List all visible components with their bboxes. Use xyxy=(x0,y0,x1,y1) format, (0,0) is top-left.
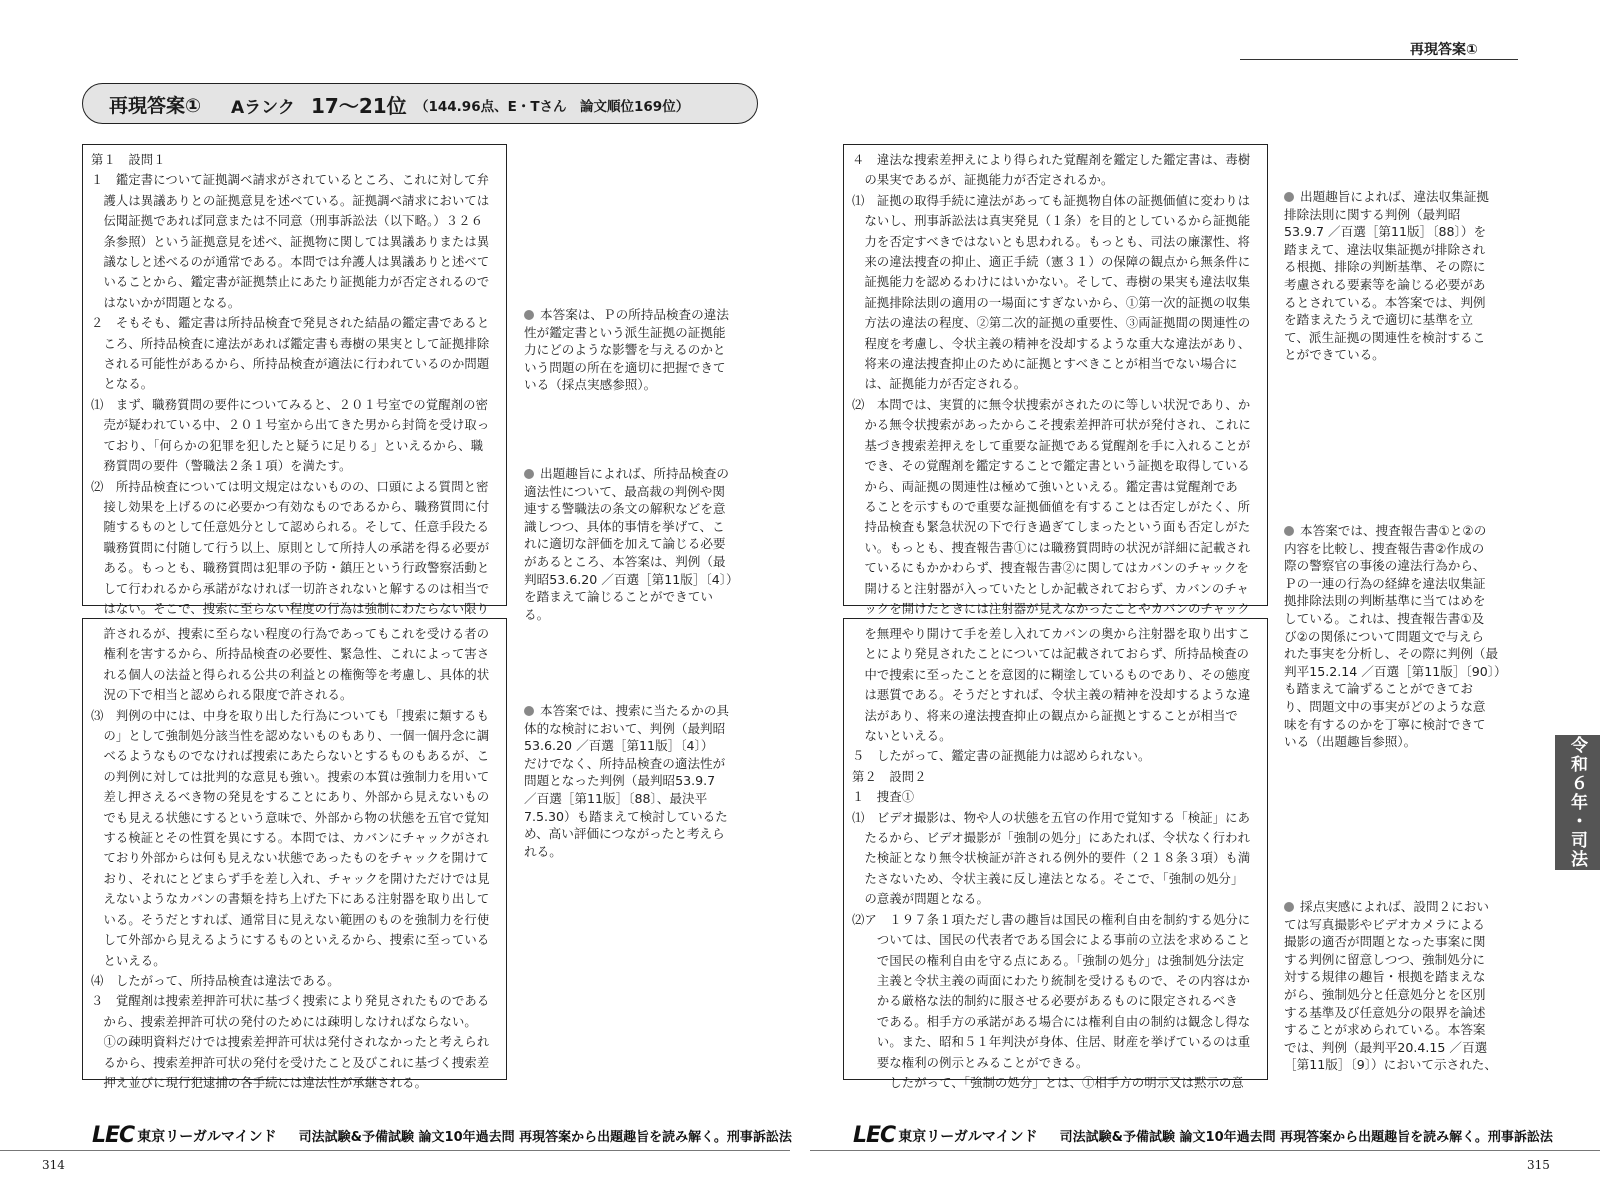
page-number-right: 315 xyxy=(1527,1158,1550,1172)
note-line: 7.5.30）も踏まえて検討しているた xyxy=(524,808,728,824)
answer-line: ①の疎明資料だけでは捜索差押許可状は発付されなかったと考えられ xyxy=(91,1035,490,1050)
note-first-line xyxy=(1284,522,1524,540)
answer-line: の」として強制処分該当性を認めないものもあり、一個一個丹念に調 xyxy=(91,729,490,744)
org-name: 東京リーガルマインド xyxy=(137,1128,277,1145)
answer-line: えないようなカバンの書類を持ち上げた下にある注射器を取り出して xyxy=(91,892,490,907)
note-line: 排除法則に関する判例（最判昭 xyxy=(1284,206,1461,222)
answer-line: 来の違法捜査の抑止、適正手続（憲３１）の保障の観点から無条件に xyxy=(852,255,1251,270)
answer-line: ており、「何らかの犯罪を犯したと疑うに足りる」といえるから、職 xyxy=(91,438,484,453)
note-line: 識しつつ、具体的事情を挙げて、こ xyxy=(524,518,725,534)
answer-line: でも見える状態にするという意味で、外部から物の状態を五官で覚知 xyxy=(91,810,490,825)
note-first-line xyxy=(524,702,764,720)
answer-line: かる無令状捜索があったからこそ捜索差押許可状が発付され、これに xyxy=(852,418,1251,433)
answer-line: ５ したがって、鑑定書の証拠能力は認められない。 xyxy=(852,749,1151,764)
answer-line: 売が疑われている中、２０１号室から出てきた男から封筒を受け取っ xyxy=(91,418,490,433)
answer-line: ないといえる。 xyxy=(852,729,952,744)
answer-line: 況の下で相当と認められる限度で許される。 xyxy=(91,688,353,703)
note-line: る根拠、排除の判断基準、その際に xyxy=(1284,259,1486,275)
answer-line: ⑶ 判例の中には、中身を取り出した行為についても「捜索に類するも xyxy=(91,708,490,723)
note-line: も踏まえて論ずることができてお xyxy=(1284,681,1473,697)
answer-line: は悪質である。そうだとすれば、令状主義の精神を没却するような違 xyxy=(852,688,1251,703)
answer-line: るから、捜索差押許可状の発付を受けたこと及びこれに基づく捜索差 xyxy=(91,1055,490,1070)
section-label: 再現答案① xyxy=(1410,42,1478,58)
note-line: 考慮される要素等を論じる必要があ xyxy=(1284,276,1486,292)
footer-left xyxy=(92,1123,792,1148)
answer-line: から、捜索差押許可状の発付のためには疎明しなければならない。 xyxy=(91,1014,477,1029)
bullet-icon xyxy=(1284,526,1294,536)
answer-line: いる。そうだとすれば、通常目に見えない範囲のものを強制力を行使 xyxy=(91,912,490,927)
answer-line: 務質問の要件（警職法２条１項）を満たす。 xyxy=(91,459,352,474)
note-line: いう問題の所在を適切に把握できて xyxy=(524,359,726,375)
footer-right xyxy=(853,1123,1553,1148)
note-line: 53.6.20 ／百選［第11版］〔4〕） xyxy=(524,738,714,754)
answer-line: 開けると注射器が入っていたとしか記載されておらず、カバンのチャ xyxy=(852,581,1249,596)
note-line: 本答案は、Ｐの所持品検査の違法 xyxy=(540,307,729,322)
answer-line: た検証となり無令状検証が許される例外的要件（２１８条３項）も満 xyxy=(852,851,1251,866)
note-line: Ｐの一連の行為の経緯を違法収集証 xyxy=(1284,575,1486,591)
note-line: 連する警職法の条文の解釈などを意 xyxy=(524,501,726,517)
score-detail: （144.96点、E・Tさん 論文順位169位） xyxy=(415,99,690,115)
answer-line: 中で捜索に至ったことを意図的に糊塗しているものであり、その態度 xyxy=(852,667,1251,682)
answer-line: ころ、所持品検査に違法があれば鑑定書も毒樹の果実として証拠排除 xyxy=(91,336,490,351)
answer-line: 要な権利の例示とみることができる。 xyxy=(852,1055,1089,1070)
answer-line: 接し効果を上げるのに必要かつ有効なものであるから、職務質問に付 xyxy=(91,499,490,514)
note-line: 内容を比較し、捜査報告書②作成の xyxy=(1284,540,1485,556)
comment-note xyxy=(1284,898,1524,1074)
answer-line: ⑴ 証拠の取得手続に違法があっても証拠物自体の証拠価値に変わりは xyxy=(852,193,1251,208)
answer-line: する検証とその性質を異にする。本問では、カバンにチャックがされ xyxy=(91,831,489,846)
chapter-side-tab: 令和６年・司法 xyxy=(1555,735,1600,870)
book-title: 司法試験&予備試験 論文10年過去問 再現答案から出題趣旨を読み解く。刑事訴訟法 xyxy=(298,1130,792,1145)
note-line: することが求められている。本答案 xyxy=(1284,1022,1486,1038)
note-first-line xyxy=(524,306,764,324)
note-line: ［第11版］〔9〕）において示された、 xyxy=(1284,1057,1497,1073)
answer-line: 第２ 設問２ xyxy=(852,769,927,784)
note-line: 拠排除法則の判断基準に当てはめを xyxy=(1284,593,1486,609)
note-line: する判例に留意しつつ、強制処分に xyxy=(1284,951,1485,967)
answer-line: ３ 覚醒剤は捜索差押許可状に基づく捜索により発見されたものである xyxy=(91,994,490,1009)
answer-line: 証拠能力を認めるわけにはいかない。そして、毒樹の果実も違法収集 xyxy=(852,275,1251,290)
answer-label: 再現答案① xyxy=(109,95,202,117)
answer-box-2 xyxy=(82,618,507,1090)
answer-line: 権利を害するから、所持品検査の必要性、緊急性、これによって害さ xyxy=(91,647,490,662)
answer-line: ⑴ まず、職務質問の要件についてみると、２０１号室での覚醒剤の密 xyxy=(91,397,489,412)
answer-line: ることを示すもので重要な証拠価値を有することは否定しがたく、所 xyxy=(852,499,1251,514)
note-line: 体的な検討において、判例（最判昭 xyxy=(524,720,726,736)
note-line: る。 xyxy=(524,606,550,622)
answer-line: される可能性があるから、所持品検査が適法に行われているのか問題 xyxy=(91,357,490,372)
page-number-left: 314 xyxy=(42,1158,65,1172)
answer-line: はないかが問題となる。 xyxy=(91,295,241,310)
lec-logo: LEC xyxy=(92,1123,135,1148)
answer-line: 方法の違法の程度、②第二次的証拠の重要性、③両証拠間の関連性の xyxy=(852,316,1251,331)
header-rule xyxy=(1240,59,1518,60)
bullet-icon xyxy=(524,706,534,716)
answer-line: ２ そもそも、鑑定書は所持品検査で発見された結晶の鑑定書であると xyxy=(91,316,490,331)
note-line: り、問題文中の事実がどのような意 xyxy=(1284,698,1486,714)
note-line: 採点実感によれば、設問２におい xyxy=(1300,899,1489,914)
answer-line: ⑵ア １９７条１項ただし書の趣旨は国民の権利自由を制約する処分に xyxy=(852,912,1251,927)
comment-note xyxy=(1284,188,1524,364)
bullet-icon xyxy=(1284,902,1294,912)
answer-line: ついては、国民の代表者である国会による事前の立法を求めること xyxy=(852,933,1251,948)
note-line: れた事実を分析し、その際に判例（最 xyxy=(1284,646,1499,662)
answer-line: １ 捜査① xyxy=(852,790,915,805)
note-line: 本答案では、捜索に当たるかの具 xyxy=(540,703,729,718)
answer-line: １ 鑑定書について証拠調べ請求がされているところ、これに対して弁 xyxy=(91,173,490,188)
bullet-icon xyxy=(524,469,534,479)
answer-line: から、両証拠の関連性は極めて強いといえる。鑑定書は覚醒剤であ xyxy=(852,479,1238,494)
org-name: 東京リーガルマインド xyxy=(898,1128,1038,1145)
note-line: 対する規律の趣旨・根拠を踏まえな xyxy=(1284,969,1486,985)
note-line: がら、強制処分と任意処分とを区別 xyxy=(1284,986,1486,1002)
answer-line: 第１ 設問１ xyxy=(91,153,166,167)
comment-note xyxy=(524,306,764,394)
note-line: を踏まえたうえで適切に基準を立 xyxy=(1284,312,1473,328)
note-line: だけでなく、所持品検査の適法性が xyxy=(524,755,726,771)
answer-line: べるようなものでなければ捜索にあたらないとするものもあるが、こ xyxy=(91,749,490,764)
answer-line: ているにもかかわらず、捜査報告書②に関してはカバンのチャックを xyxy=(852,561,1249,576)
note-line: 際の警察官の事後の違法行為から、 xyxy=(1284,558,1486,574)
note-line: 性が鑑定書という派生証拠の証拠能 xyxy=(524,324,726,340)
answer-line: 職務質問に付随して行う以上、原則として所持人の承諾を得る必要が xyxy=(91,540,490,555)
note-line: している。これは、捜査報告書①及 xyxy=(1284,610,1485,626)
answer-line: の果実であるが、証拠能力が否定されるか。 xyxy=(852,173,1114,188)
answer-line: である。相手方の承諾がある場合には権利自由の制約は観念し得な xyxy=(852,1014,1251,1029)
answer-line: 議なしと述べるのが通常である。本問では弁護人は異議ありと述べて xyxy=(91,255,490,270)
answer-line: の判例に対しては批判的な意見も強い。捜索の本質は強制力を用いて xyxy=(91,769,490,784)
answer-line: ており外部からは何も見えない状態であったものをチャックを開けて xyxy=(91,851,489,866)
note-line: ては写真撮影やビデオカメラによる xyxy=(1284,916,1485,932)
answer-line: 押え並びに現行犯逮捕の各手続には違法性が承継される。 xyxy=(91,1075,428,1090)
note-line: 撮影の適否が問題となった事案に関 xyxy=(1284,934,1486,950)
position-label: 17〜21位 xyxy=(311,94,407,118)
answer-line: とにより発見されたことについては記載されておらず、所持品検査の xyxy=(852,647,1250,662)
note-line: を踏まえて論じることができてい xyxy=(524,589,713,605)
comment-note xyxy=(524,702,764,860)
note-line: 味を有するのかを丁寧に検討できて xyxy=(1284,716,1486,732)
answer-title-banner xyxy=(82,83,758,124)
note-line: れる。 xyxy=(524,843,562,859)
note-line: 問題となった判例（最判昭53.9.7 xyxy=(524,773,716,789)
answer-line: を無理やり開けて手を差し入れてカバンの奥から注射器を取り出すこ xyxy=(852,627,1251,641)
note-first-line xyxy=(1284,188,1524,206)
answer-line: いることから、鑑定書が証拠禁止にあたり証拠能力が否定されるので xyxy=(91,275,490,290)
answer-line: といえる。 xyxy=(91,953,166,968)
note-line: ／百選［第11版］〔88〕、最決平 xyxy=(524,790,708,806)
note-first-line xyxy=(1284,898,1524,916)
bullet-icon xyxy=(1284,192,1294,202)
note-line: 53.9.7 ／百選［第11版］〔88〕）を xyxy=(1284,224,1487,240)
answer-line: い。もっとも、捜査報告書①には職務質問時の状況が詳細に記載され xyxy=(852,540,1251,555)
note-line: があるところ、本答案は、判例（最 xyxy=(524,553,726,569)
note-line: とができている。 xyxy=(1284,347,1385,363)
comment-note xyxy=(1284,522,1524,751)
answer-line: して外部から見えるようにするものといえるから、捜索に至っている xyxy=(91,933,490,948)
answer-line: して行われるから承諾がなければ一切許されないと解するのは相当で xyxy=(91,581,490,596)
note-line: いる（採点実感参照）。 xyxy=(524,377,657,393)
bullet-icon xyxy=(524,310,534,320)
answer-line: 基づき捜索差押えをして重要な証拠である覚醒剤を手に入れることが xyxy=(852,438,1251,453)
note-line: 出題趣旨によれば、違法収集証拠 xyxy=(1300,189,1489,204)
answer-line: ないし、刑事訴訟法は真実発見（１条）を目的としているから証拠能 xyxy=(852,214,1251,229)
answer-line: 条参照）という証拠意見を述べ、証拠物に関しては異議ありまたは異 xyxy=(91,234,490,249)
answer-line: 証拠排除法則の適用の一場面にすぎないから、①第一次的証拠の収集 xyxy=(852,295,1251,310)
note-line: 適法性について、最高裁の判例や関 xyxy=(524,483,725,499)
answer-line: 持品検査も緊急状況の下で行き過ぎてしまったという面も否定しがた xyxy=(852,520,1251,535)
answer-line: 随するものとして任意処分として認められる。そして、任意手段たる xyxy=(91,520,490,535)
answer-line: い。また、昭和５１年判決が身体、住居、財産を挙げているのは重 xyxy=(852,1035,1251,1050)
note-line: 判昭53.6.20 ／百選［第11版］〔4〕） xyxy=(524,571,739,587)
answer-line: たるから、ビデオ撮影が「強制の処分」にあたれば、令状なく行われ xyxy=(852,831,1251,846)
answer-box-3 xyxy=(843,144,1268,616)
answer-box-1 xyxy=(82,144,507,616)
answer-line: ある。もっとも、職務質問は犯罪の予防・鎮圧という行政警察活動と xyxy=(91,561,490,576)
rank-label: Aランク xyxy=(231,98,295,118)
answer-box-4 xyxy=(843,618,1268,1090)
answer-line: したがって、「強制の処分」とは、①相手方の明示又は黙示の意 xyxy=(852,1075,1244,1090)
footer-rule-left xyxy=(0,1150,790,1151)
answer-line: でき、その覚醒剤を鑑定することで鑑定書という証拠を取得している xyxy=(852,459,1250,474)
lec-logo: LEC xyxy=(853,1123,896,1148)
note-line: め、高い評価につながったと考えら xyxy=(524,826,725,842)
answer-line: れる個人の法益と得られる公共の利益との権衡等を考慮し、具体的状 xyxy=(91,667,490,682)
footer-rule-right xyxy=(810,1150,1600,1151)
answer-line: 法があり、将来の違法捜査抑止の観点から証拠とすることが相当で xyxy=(852,708,1238,723)
answer-line: 伝聞証拠であれば同意または不同意（刑事訴訟法（以下略。）３２６ xyxy=(91,214,484,229)
answer-line: で国民の権利自由を守る点にある。「強制の処分」は強制処分法定 xyxy=(852,953,1245,968)
answer-line: となる。 xyxy=(91,377,154,392)
note-line: び②の関係について問題文で与えら xyxy=(1284,628,1484,644)
answer-line: たさないため、令状主義に反し違法となる。そこで、「強制の処分」 xyxy=(852,871,1244,886)
answer-line: ⑵ 本問では、実質的に無令状捜索がされたのに等しい状況であり、か xyxy=(852,397,1251,412)
answer-line: かる厳格な法的制約に服させる必要があるものに限定されるべき xyxy=(852,994,1238,1009)
note-first-line xyxy=(524,465,764,483)
answer-line: の意義が問題となる。 xyxy=(852,892,989,907)
answer-line: 主義と令状主義の両面にわたり統制を受けるもので、その内容はか xyxy=(852,973,1251,988)
answer-line: ⑷ したがって、所持品検査は違法である。 xyxy=(91,973,340,988)
answer-line: ⑵ 所持品検査については明文規定はないものの、口頭による質問と密 xyxy=(91,479,489,494)
answer-line: 将来の違法捜査抑止のために証拠とすべきことが相当でない場合に xyxy=(852,357,1238,372)
note-line: 本答案では、捜査報告書①と②の xyxy=(1300,523,1487,538)
note-line: では、判例（最判平20.4.15 ／百選 xyxy=(1284,1039,1488,1055)
note-line: るとされている。本答案では、判例 xyxy=(1284,294,1486,310)
answer-line: 差し押さえるべき物の発見をすることにあり、外部から見えないもの xyxy=(91,790,490,805)
book-title: 司法試験&予備試験 論文10年過去問 再現答案から出題趣旨を読み解く。刑事訴訟法 xyxy=(1059,1130,1553,1145)
note-line: て、派生証拠の関連性を検討するこ xyxy=(1284,329,1486,345)
note-line: 判平15.2.14 ／百選［第11版］〔90〕） xyxy=(1284,663,1507,679)
answer-line: はない。そこで、捜索に至らない程度の行為は強制にわたらない限り xyxy=(91,601,490,616)
note-line: する基準及び任意処分の限界を論述 xyxy=(1284,1004,1486,1020)
answer-line: ⑴ ビデオ撮影は、物や人の状態を五官の作用で覚知する「検証」にあ xyxy=(852,810,1251,825)
answer-line: おり、それにとどまらず手を差し入れ、チャックを開けただけでは見 xyxy=(91,871,490,886)
note-line: いる（出題趣旨参照）。 xyxy=(1284,734,1417,750)
note-line: 力にどのような影響を与えるのかと xyxy=(524,342,726,358)
answer-line: ックを開けたときには注射器が見えなかったことやカバンのチャック xyxy=(852,601,1250,616)
comment-note xyxy=(524,465,764,623)
answer-line: 程度を考慮し、令状主義の精神を没却するような重大な違法があり、 xyxy=(852,336,1251,351)
note-line: れに適切な評価を加えて論じる必要 xyxy=(524,536,726,552)
answer-line: 力を否定すべきではないとも思われる。もっとも、司法の廉潔性、将 xyxy=(852,234,1251,249)
note-line: 出題趣旨によれば、所持品検査の xyxy=(540,466,729,481)
answer-line: は、証拠能力が否定される。 xyxy=(852,377,1027,392)
answer-line: 許されるが、捜索に至らない程度の行為であってもこれを受ける者の xyxy=(91,627,490,641)
answer-line: 護人は異議ありとの証拠意見を述べている。証拠調べ請求においては xyxy=(91,193,490,208)
answer-line: ４ 違法な捜索差押えにより得られた覚醒剤を鑑定した鑑定書は、毒樹 xyxy=(852,153,1251,167)
note-line: 踏まえて、違法収集証拠が排除され xyxy=(1284,241,1486,257)
